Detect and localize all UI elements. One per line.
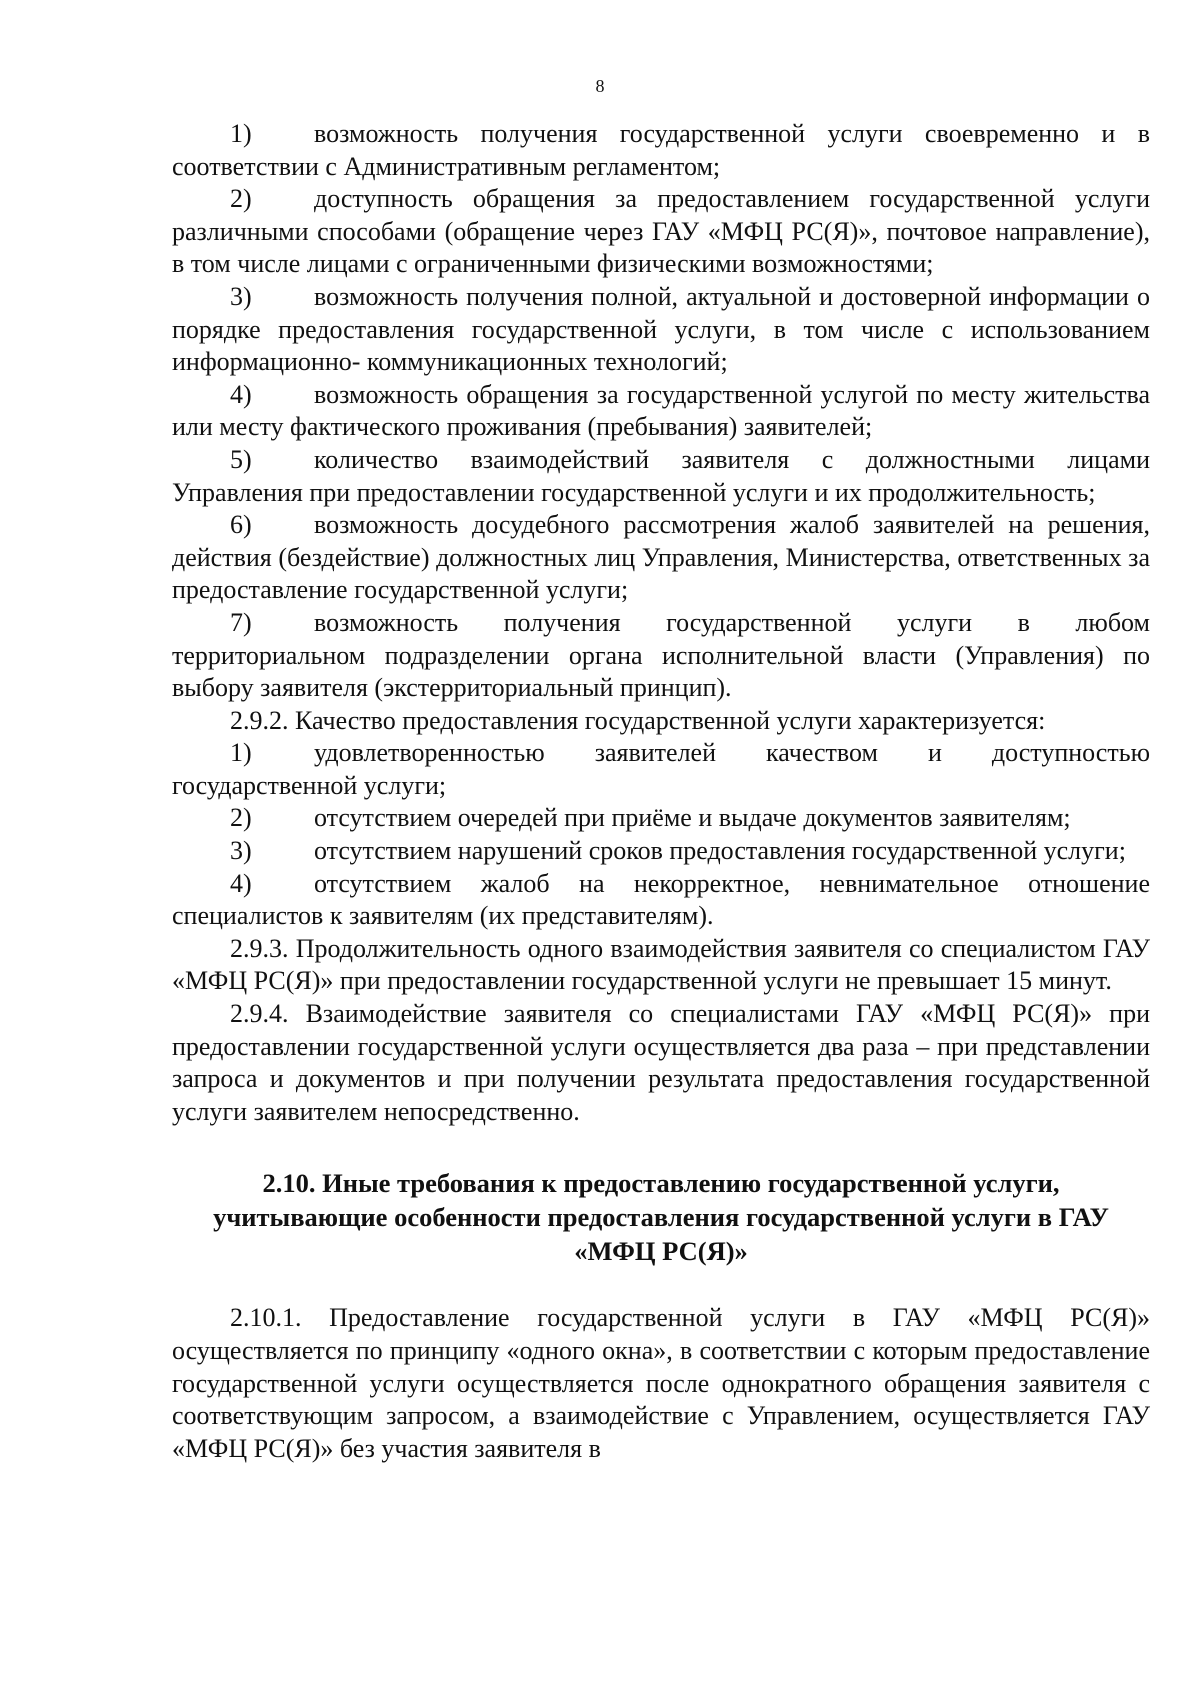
item-number: 2) [230,803,252,833]
list-item [172,281,1150,379]
clause-2-9-3: 2.9.3. Продолжительность одного взаимодействия заявителя со специалистом ГАУ «МФЦ РС(Я)» при предоставлении государственной услуги не превышает 15 минут. [172,933,1150,996]
item-number: 3) [230,836,252,866]
item-number: 5) [230,444,252,474]
item-text: доступность обращения за предоставлением государственной услуги различными способами (обращение через ГАУ «МФЦ РС(Я)», почтовое направление), в том числе лицами с ограниченными физическими возможностями; [172,184,1150,279]
item-number: 3) [230,281,252,311]
list-item [172,444,1150,509]
item-text: возможность получения государственной услуги своевременно и в соответствии с Административным регламентом; [172,119,1150,181]
item-text: количество взаимодействий заявителя с должностными лицами Управления при предоставлении государственной услуги и их продолжительность; [172,444,1150,507]
item-text: возможность досудебного рассмотрения жалоб заявителей на решения, действия (бездействие) должностных лиц Управления, Министерства, ответственных за предоставление государственной услуги; [172,510,1150,605]
list-item [172,183,1150,281]
item-number: 1) [230,738,252,768]
list-item [172,607,1150,705]
item-text: отсутствием очередей при приёме и выдаче документов заявителям; [314,803,1071,833]
list-item [172,802,1150,835]
clause-2-10-1: 2.10.1. Предоставление государственной услуги в ГАУ «МФЦ РС(Я)» осуществляется по принципу «одного окна», в соответствии с которым предоставление государственной услуги осуществляется после однократного обращения заявителя с соответствующим запросом, а взаимодействие с Управлением, осуществляется ГАУ «МФЦ РС(Я)» без участия заявителя в [172,1303,1150,1463]
clause-2-9-2: 2.9.2. Качество предоставления государственной услуги характеризуется: [230,705,1046,735]
item-text: отсутствием нарушений сроков предоставления государственной услуги; [314,836,1126,866]
item-number: 1) [230,119,252,148]
list-item [172,868,1150,933]
item-text: возможность обращения за государственной услугой по месту жительства или месту фактического проживания (пребывания) заявителей; [172,379,1150,442]
item-number: 7) [230,607,252,637]
list-item [172,379,1150,444]
section-heading: 2.10. Иные требования к предоставлению государственной услуги, учитывающие особенности предоставления государственной услуги в ГАУ «МФЦ РС(Я)» [213,1168,1109,1267]
clause-2-9-4: 2.9.4. Взаимодействие заявителя со специалистами ГАУ «МФЦ РС(Я)» при предоставлении государственной услуги осуществляется два раза – при представлении запроса и документов и при получении результата предоставления государственной услуги заявителем непосредственно. [172,999,1150,1126]
document-body [172,118,1150,1465]
list-item [172,835,1150,868]
item-number: 2) [230,184,252,214]
item-number: 4) [230,868,252,898]
item-text: удовлетворенностью заявителей качеством и доступностью государственной услуги; [172,738,1150,800]
item-text: отсутствием жалоб на некорректное, невнимательное отношение специалистов к заявителям (их представителям). [172,868,1150,931]
item-text: возможность получения государственной услуги в любом территориальном подразделении органа исполнительной власти (Управления) по выбору заявителя (экстерриториальный принцип). [172,607,1150,703]
item-text: возможность получения полной, актуальной и достоверной информации о порядке предоставления государственной услуги, в том числе с использованием информационно- коммуникационных технологий; [172,281,1150,377]
list-item [172,118,1150,183]
list-item [172,737,1150,802]
item-number: 4) [230,379,252,409]
item-number: 6) [230,510,252,540]
list-item [172,509,1150,607]
page-number: 8 [595,76,605,96]
